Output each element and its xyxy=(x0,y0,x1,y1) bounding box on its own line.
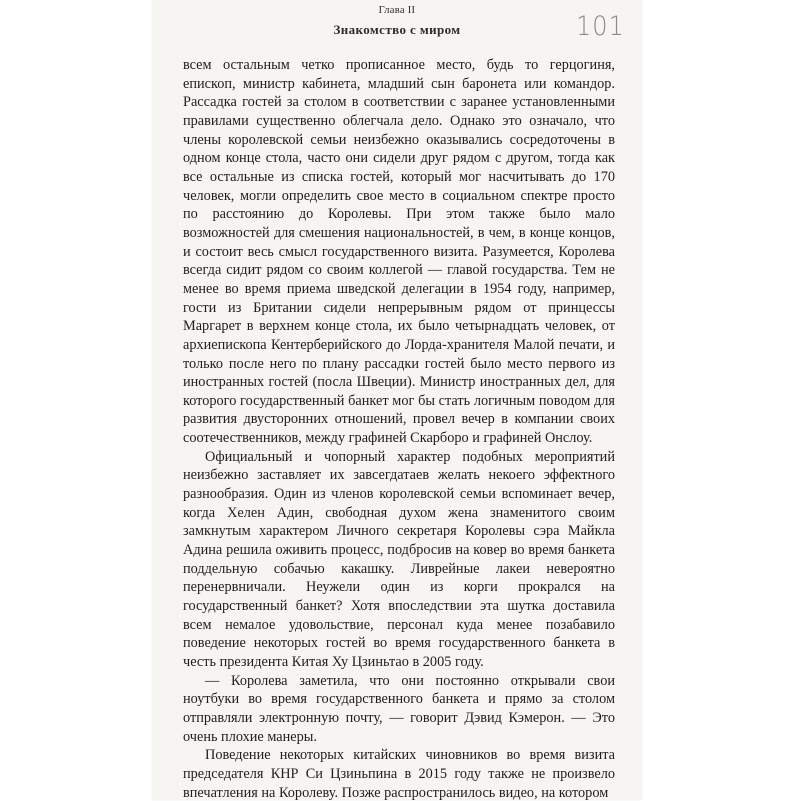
chapter-label: Глава II xyxy=(378,5,416,16)
paragraph: всем остальным четко прописанное место, будь то герцогиня, епископ, министр кабинета, младший сын баронета или командор. Рассадка гостей за столом в соответствии с заранее установленными правилами существенно облегчала дело. Однако это означало, что члены королевской семьи неизбежно оказывались сосредоточены в одном конце стола, часто они сидели друг рядом с другом, тогда как все остальные из списка гостей, который мог насчитывать до 170 человек, могли определить свое место в социальном спектре просто по расстоянию до Королевы. При этом также было мало возможностей для смешения национальностей, в чем, в конце концов, и состоит весь смысл государственного визита. Разумеется, Королева всегда сидит рядом со своим коллегой — главой государства. Тем не менее во время приема шведской делегации в 1954 году, например, гости из Британии сидели непрерывным рядом от принцессы Маргарет в верхнем конце стола, их было четырнадцать человек, от архиепископа Кентерберийского до Лорда-хранителя Малой печати, и только после него по плану рассадки гостей было место первого из иностранных гостей (посла Швеции). Министр иностранных дел, для которого государственный банкет мог бы стать логичным поводом для развития двусторонних отношений, провел вечер в компании своих соотечественников, между графиней Скарборо и графиней Онслоу. xyxy=(183,57,615,447)
body-text xyxy=(183,56,615,802)
chapter-title: Знакомство с миром xyxy=(333,22,461,37)
handwritten-page-number: 101 xyxy=(576,10,625,42)
book-page xyxy=(152,0,642,800)
paragraph: Официальный и чопорный характер подобных мероприятий неизбежно заставляет их завсегдатаев желать некоего эффектного разнообразия. Один из членов королевской семьи вспоминает вечер, когда Хелен Адин, свободная духом жена знаменитого своим замкнутым характером Личного секретаря Королевы сэра Майкла Адина решила оживить процесс, подбросив на ковер во время банкета поддельную собачью какашку. Ливрейные лакеи невероятно перенервничали. Неужели один из корги прокрался на государственный банкет? Хотя впоследствии эта шутка доставила всем немалое удовольствие, персонал куда менее позабавило поведение некоторых гостей во время государственного банкета в честь президента Китая Ху Цзиньтао в 2005 году. xyxy=(183,448,615,670)
paragraph: Поведение некоторых китайских чиновников во время визита председателя КНР Си Цзиньпина в 2015 году также не произвело впечатления на Королеву. Позже распространилось видео, на котором xyxy=(183,747,615,801)
paragraph: — Королева заметила, что они постоянно открывали свои ноутбуки во время государственного банкета и прямо за столом отправляли электронную почту, — говорит Дэвид Кэмерон. — Это очень плохие манеры. xyxy=(183,672,615,745)
